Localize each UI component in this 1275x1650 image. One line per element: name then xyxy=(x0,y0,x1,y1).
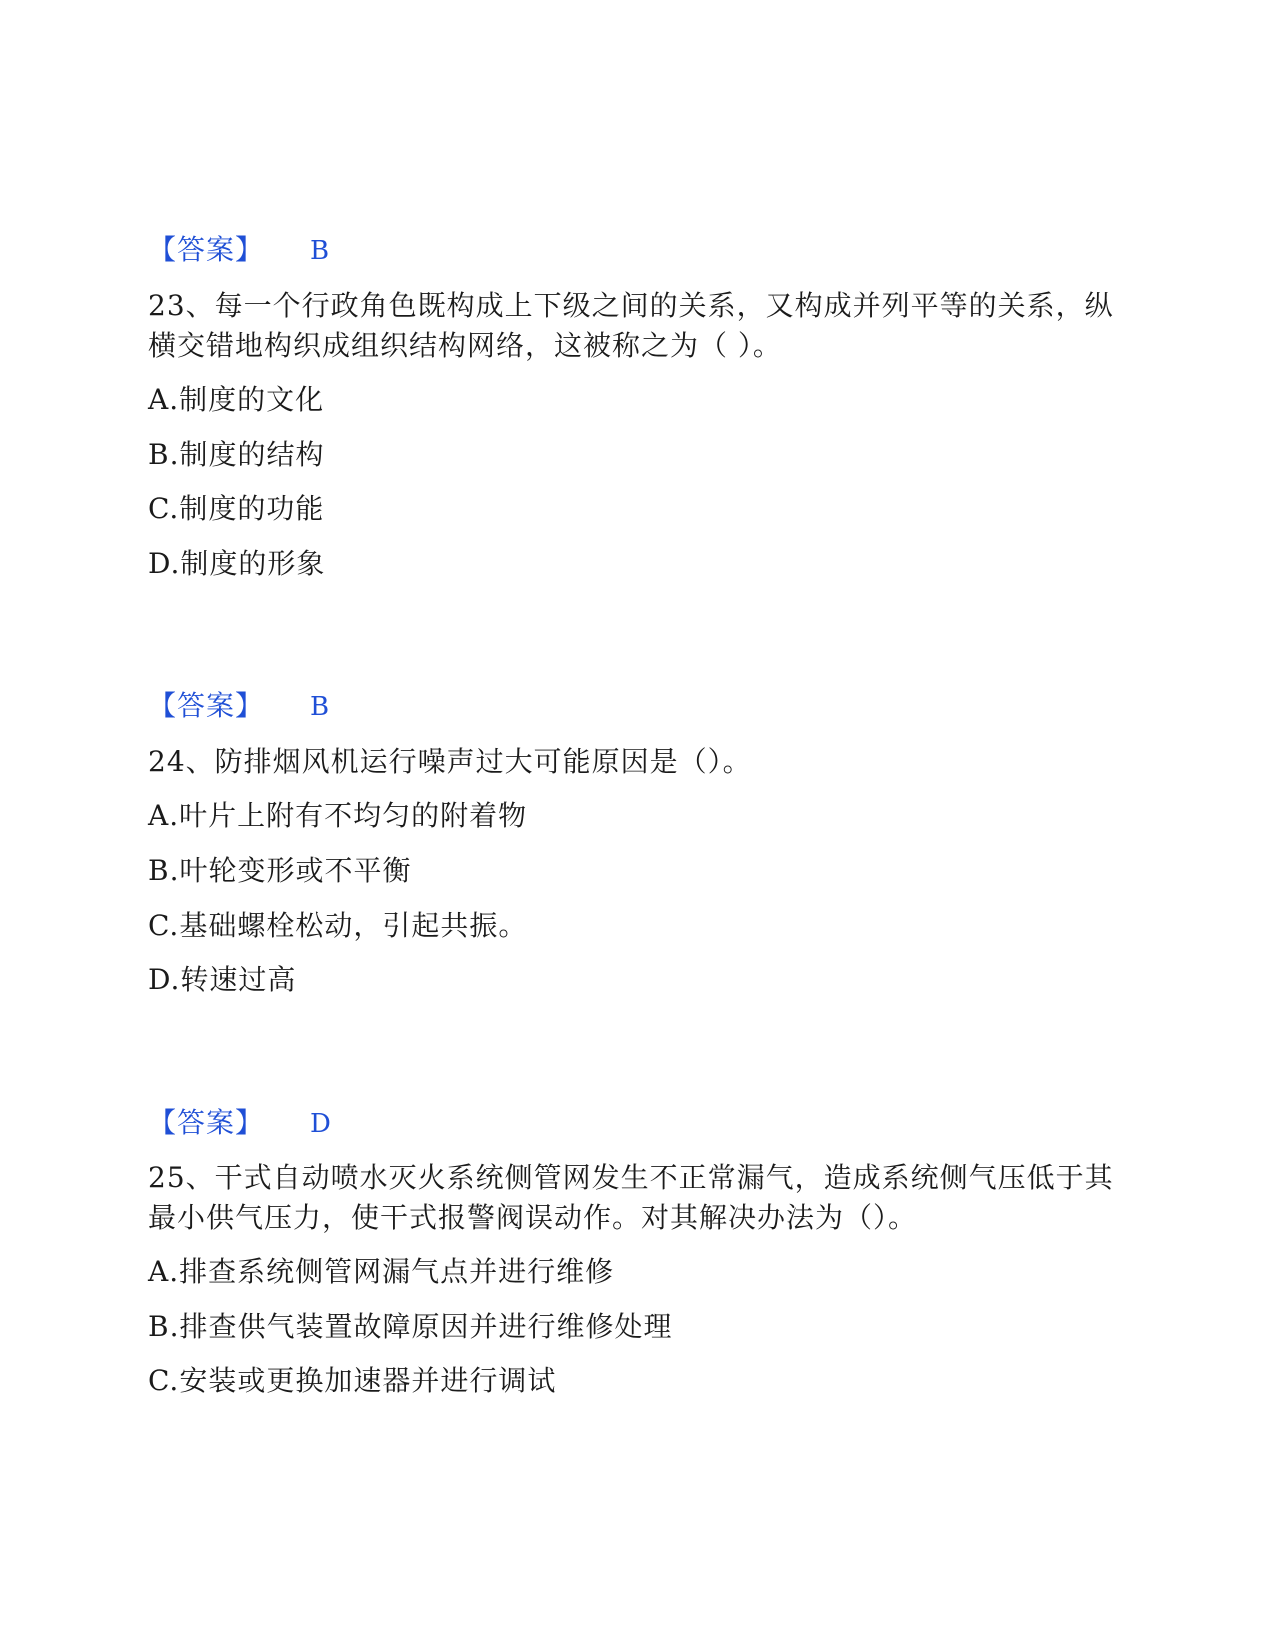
question-24-line-1: 24、防排烟风机运行噪声过大可能原因是（）。 xyxy=(148,745,752,778)
answer-label: 【答案】 xyxy=(148,1106,265,1139)
question-24-option-a: A.叶片上附有不均匀的附着物 xyxy=(148,799,528,832)
question-23-line-1: 23、每一个行政角色既构成上下级之间的关系，又构成并列平等的关系，纵 xyxy=(148,289,1114,322)
question-23-option-c: C.制度的功能 xyxy=(148,492,325,525)
answer-value: B xyxy=(310,692,330,722)
question-23-option-a: A.制度的文化 xyxy=(148,383,325,416)
question-25-option-b: B.排查供气装置故障原因并进行维修处理 xyxy=(148,1310,673,1343)
question-23-line-2: 横交错地构织成组织结构网络，这被称之为（ ）。 xyxy=(148,329,782,362)
question-24-option-c: C.基础螺栓松动，引起共振。 xyxy=(148,909,528,942)
answer-label: 【答案】 xyxy=(148,689,265,722)
question-25-option-a: A.排查系统侧管网漏气点并进行维修 xyxy=(148,1255,615,1288)
question-25-line-2: 最小供气压力，使干式报警阀误动作。对其解决办法为（）。 xyxy=(148,1201,918,1234)
question-24-option-d: D.转速过高 xyxy=(148,963,297,996)
answer-row xyxy=(148,1103,331,1144)
answer-value: B xyxy=(310,236,330,266)
answer-row xyxy=(148,230,329,271)
answer-value: D xyxy=(310,1109,331,1139)
question-23-option-b: B.制度的结构 xyxy=(148,438,325,471)
question-25-option-c: C.安装或更换加速器并进行调试 xyxy=(148,1364,557,1397)
question-25-line-1: 25、干式自动喷水灭火系统侧管网发生不正常漏气，造成系统侧气压低于其 xyxy=(148,1161,1114,1194)
answer-label: 【答案】 xyxy=(148,233,265,266)
question-24-option-b: B.叶轮变形或不平衡 xyxy=(148,854,412,887)
question-23-option-d: D.制度的形象 xyxy=(148,547,326,580)
answer-row xyxy=(148,686,329,727)
